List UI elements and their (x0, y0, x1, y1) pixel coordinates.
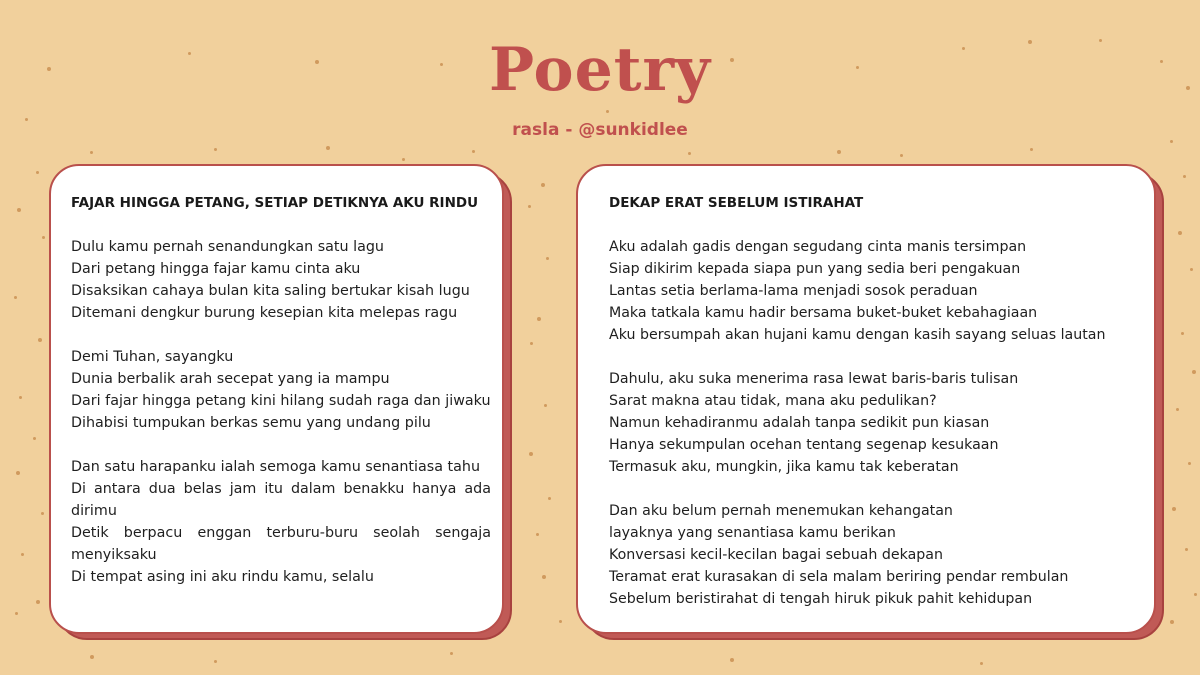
speckle (1192, 370, 1196, 374)
speckle (688, 152, 691, 155)
poem-line: Teramat erat kurasakan di sela malam beriring pendar rembulan (609, 569, 1069, 585)
speckle (90, 655, 94, 659)
speckle (326, 146, 330, 150)
poem-line: Maka tatkala kamu hadir bersama buket-buket kebahagiaan (609, 305, 1038, 321)
speckle (1170, 620, 1174, 624)
author-credit: rasla - @sunkidlee (512, 120, 688, 140)
speckle (41, 512, 44, 515)
poem-line: Ditemani dengkur burung kesepian kita melepas ragu (71, 305, 458, 321)
speckle (1188, 462, 1191, 465)
speckle (16, 471, 20, 475)
speckle (1190, 268, 1193, 271)
poem-line: layaknya yang senantiasa kamu berikan (609, 525, 896, 541)
poem-line: Disaksikan cahaya bulan kita saling bertukar kisah lugu (71, 283, 470, 299)
speckle (1030, 148, 1033, 151)
poem-line: Namun kehadiranmu adalah tanpa sedikit pun kiasan (609, 415, 990, 431)
poem-line: Detik berpacu enggan terburu-buru seolah sengaja menyiksaku (71, 525, 491, 563)
speckle (19, 396, 22, 399)
poem-line: Sarat makna atau tidak, mana aku pedulikan? (609, 393, 937, 409)
poem-line: Dulu kamu pernah senandungkan satu lagu (71, 239, 384, 255)
speckle (14, 296, 17, 299)
poem-card-right (576, 164, 1156, 634)
poem-line: Dari fajar hingga petang kini hilang sudah raga dan jiwaku (71, 393, 491, 409)
speckle (730, 658, 734, 662)
speckle (1194, 593, 1197, 596)
speckle (1181, 332, 1184, 335)
poem-title: FAJAR HINGGA PETANG, SETIAP DETIKNYA AKU RINDU (71, 195, 479, 211)
speckle (528, 205, 531, 208)
speckle (1172, 507, 1176, 511)
poem-line: Di tempat asing ini aku rindu kamu, selalu (71, 569, 374, 585)
poem-line: Di antara dua belas jam itu dalam benakku hanya ada dirimu (71, 481, 491, 519)
speckle (450, 652, 453, 655)
speckle (541, 183, 545, 187)
speckle (90, 151, 93, 154)
speckle (837, 150, 841, 154)
speckle (1183, 175, 1186, 178)
speckle (980, 662, 983, 665)
poem-stanza (609, 236, 1143, 346)
poem-line: Siap dikirim kepada siapa pun yang sedia beri pengakuan (609, 261, 1021, 277)
poem-stanza (609, 368, 1143, 478)
speckle (214, 660, 217, 663)
speckle (21, 553, 24, 556)
speckle (529, 452, 533, 456)
speckle (36, 171, 39, 174)
poem-title: DEKAP ERAT SEBELUM ISTIRAHAT (609, 195, 864, 211)
speckle (472, 150, 475, 153)
speckle (1185, 548, 1188, 551)
speckle (606, 110, 609, 113)
poem-line: Dari petang hingga fajar kamu cinta aku (71, 261, 361, 277)
speckle (36, 600, 40, 604)
speckle (548, 497, 551, 500)
poem-line: Dunia berbalik arah secepat yang ia mampu (71, 371, 390, 387)
speckle (1178, 231, 1182, 235)
speckle (542, 575, 546, 579)
poem-card-left (49, 164, 504, 634)
page-title: Poetry (489, 35, 711, 105)
poem-line: Lantas setia berlama-lama menjadi sosok peraduan (609, 283, 978, 299)
speckle (1176, 408, 1179, 411)
speckle (38, 338, 42, 342)
speckle (546, 257, 549, 260)
speckle (214, 148, 217, 151)
poem-line: Dan satu harapanku ialah semoga kamu senantiasa tahu (71, 459, 481, 475)
speckle (536, 533, 539, 536)
poem-line: Hanya sekumpulan ocehan tentang segenap kesukaan (609, 437, 999, 453)
speckle (15, 612, 18, 615)
poem-line: Demi Tuhan, sayangku (71, 349, 234, 365)
poem-line: Aku bersumpah akan hujani kamu dengan kasih sayang seluas lautan (609, 327, 1106, 343)
speckle (33, 437, 36, 440)
poem-stanza (609, 500, 1143, 610)
poem-line: Aku adalah gadis dengan segudang cinta manis tersimpan (609, 239, 1027, 255)
speckle (17, 208, 21, 212)
speckle (530, 342, 533, 345)
poem-stanza (71, 346, 491, 434)
poem-line: Konversasi kecil-kecilan bagai sebuah dekapan (609, 547, 943, 563)
poem-line: Sebelum beristirahat di tengah hiruk pikuk pahit kehidupan (609, 591, 1033, 607)
poem-line: Dan aku belum pernah menemukan kehangatan (609, 503, 953, 519)
speckle (42, 236, 45, 239)
speckle (900, 154, 903, 157)
speckle (402, 158, 405, 161)
speckle (537, 317, 541, 321)
poem-stanza (71, 456, 491, 588)
poem-line: Dahulu, aku suka menerima rasa lewat baris-baris tulisan (609, 371, 1019, 387)
speckle (559, 620, 562, 623)
poem-line: Dihabisi tumpukan berkas semu yang undang pilu (71, 415, 431, 431)
poem-stanza (71, 236, 491, 324)
poem-line: Termasuk aku, mungkin, jika kamu tak keberatan (609, 459, 959, 475)
speckle (544, 404, 547, 407)
